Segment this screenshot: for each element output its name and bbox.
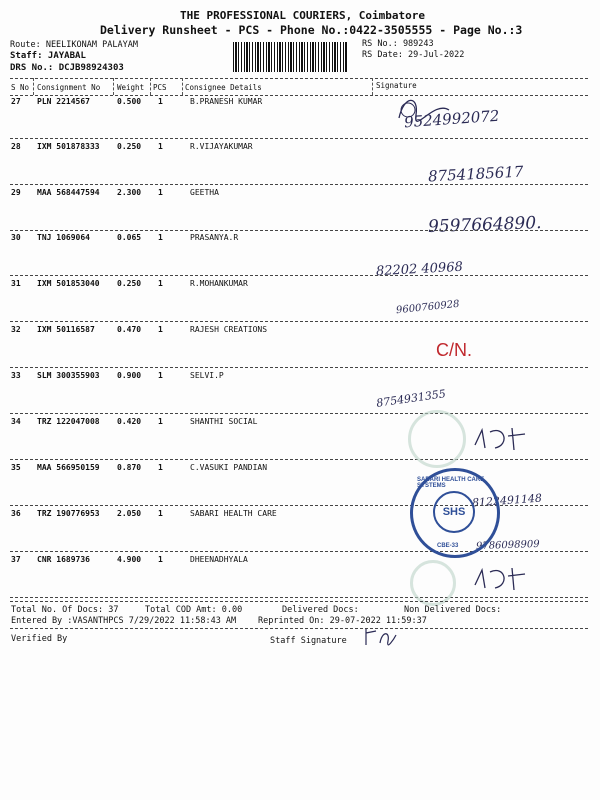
row-weight: 0.250 (117, 279, 142, 288)
row-signature: 8754931355 (375, 387, 447, 410)
row-weight: 0.500 (117, 97, 142, 106)
row-weight: 2.050 (117, 509, 142, 518)
row-sno: 32 (11, 325, 21, 334)
row-weight: 0.470 (117, 325, 142, 334)
row-consignment: TRZ 122047008 (37, 417, 100, 426)
table-header-rule (10, 95, 588, 96)
row-rule (10, 367, 588, 368)
row-weight: 0.420 (117, 417, 142, 426)
row-weight: 0.065 (117, 233, 142, 242)
row-signature: 9597664890. (427, 213, 542, 237)
row-consignment: IXM 501853040 (37, 279, 100, 288)
drs-number: DRS No.: DCJB98924303 (10, 63, 124, 73)
row-sno: 27 (11, 97, 21, 106)
row-pcs: 1 (158, 97, 163, 106)
row-consignee: GEETHA (190, 188, 219, 197)
barcode (233, 42, 348, 72)
row-sno: 33 (11, 371, 21, 380)
col-signature: Signature (376, 81, 417, 90)
row-pcs: 1 (158, 371, 163, 380)
staff-signature-label: Staff Signature (270, 636, 347, 646)
company-stamp (410, 468, 500, 558)
col-divider (372, 78, 373, 95)
row-consignee: PRASANYA.R (190, 233, 239, 242)
col-weight: Weight (117, 83, 145, 92)
row-pcs: 1 (158, 233, 163, 242)
delivered-docs: Delivered Docs: (282, 605, 359, 615)
row-signature: 8754185617 (427, 162, 524, 186)
row-rule (10, 138, 588, 139)
col-divider (182, 78, 183, 95)
row-pcs: 1 (158, 463, 163, 472)
row-rule (10, 551, 588, 552)
row-signature: 9786098909 (475, 538, 540, 553)
row-rule (10, 459, 588, 460)
stamp-ring-text: SABARI HEALTH CARE SYSTEMS (417, 477, 485, 489)
col-divider (150, 78, 151, 95)
row-weight: 0.900 (117, 371, 142, 380)
col-consignment: Consignment No (37, 83, 101, 92)
row-sno: 35 (11, 463, 21, 472)
faint-stamp (408, 410, 466, 468)
signature-mark (394, 90, 454, 130)
row-consignee: RAJESH CREATIONS (190, 325, 268, 334)
row-rule (10, 413, 588, 414)
row-signature: C/N. (436, 340, 472, 360)
row-rule (10, 597, 588, 598)
row-signature: 8122491148 (471, 491, 543, 510)
row-pcs: 1 (158, 279, 163, 288)
row-signature: 9524992072 (403, 106, 500, 132)
row-rule (10, 275, 588, 276)
row-pcs: 1 (158, 325, 163, 334)
row-consignee: C.VASUKI PANDIAN (190, 463, 268, 472)
row-consignment: CNR 1689736 (37, 555, 90, 564)
row-consignee: R.VIJAYAKUMAR (190, 142, 253, 151)
row-sno: 30 (11, 233, 21, 242)
row-sno: 29 (11, 188, 21, 197)
stamp-ring-bottom: CBE-33 (437, 543, 459, 549)
row-consignee: SHANTHI SOCIAL (190, 417, 258, 426)
row-consignee: B.PRANESH KUMAR (190, 97, 263, 106)
signature-mark (470, 560, 530, 596)
row-consignment: TNJ 1069064 (37, 233, 90, 242)
row-pcs: 1 (158, 509, 163, 518)
col-pcs: PCS (153, 83, 167, 92)
row-consignment: PLN 2214567 (37, 97, 90, 106)
footer-rule (10, 601, 588, 602)
faint-stamp (410, 560, 456, 606)
row-consignment: MAA 566950159 (37, 463, 100, 472)
col-divider (113, 78, 114, 95)
row-consignee: R.MOHANKUMAR (190, 279, 248, 288)
reprinted-on: Reprinted On: 29-07-2022 11:59:37 (258, 616, 427, 626)
total-cod: Total COD Amt: 0.00 (145, 605, 243, 615)
stamp-center: SHS (433, 491, 475, 533)
row-consignee: SELVI.P (190, 371, 224, 380)
row-consignment: SLM 300355903 (37, 371, 100, 380)
col-divider (33, 78, 34, 95)
row-rule (10, 230, 588, 231)
row-consignment: IXM 50116587 (37, 325, 95, 334)
row-rule (10, 321, 588, 322)
row-weight: 0.870 (117, 463, 142, 472)
row-sno: 28 (11, 142, 21, 151)
row-weight: 0.250 (117, 142, 142, 151)
row-rule (10, 184, 588, 185)
row-rule (10, 505, 588, 506)
entered-by: Entered By :VASANTHPCS 7/29/2022 11:58:43 AM (11, 616, 237, 626)
row-pcs: 1 (158, 142, 163, 151)
rs-date: RS Date: 29-Jul-2022 (362, 50, 465, 60)
row-sno: 37 (11, 555, 21, 564)
total-docs: Total No. Of Docs: 37 (11, 605, 119, 615)
signature-mark (470, 420, 530, 456)
row-sno: 34 (11, 417, 21, 426)
col-sno: S No (11, 83, 30, 92)
row-pcs: 1 (158, 188, 163, 197)
row-consignment: MAA 568447594 (37, 188, 100, 197)
row-pcs: 1 (158, 417, 163, 426)
footer-rule-2 (10, 628, 588, 629)
row-weight: 4.900 (117, 555, 142, 564)
rs-number: RS No.: 989243 (362, 39, 434, 49)
document-title: THE PROFESSIONAL COURIERS, Coimbatore (180, 9, 426, 22)
staff-label: Staff: JAYABAL (10, 51, 86, 61)
row-sno: 31 (11, 279, 21, 288)
row-consignee: SABARI HEALTH CARE (190, 509, 277, 518)
row-sno: 36 (11, 509, 21, 518)
row-consignment: TRZ 190776953 (37, 509, 100, 518)
row-pcs: 1 (158, 555, 163, 564)
row-weight: 2.300 (117, 188, 142, 197)
row-signature: 9600760928 (395, 298, 461, 317)
row-consignee: DHEENADHYALA (190, 555, 248, 564)
row-consignment: IXM 501878333 (37, 142, 100, 151)
non-delivered-docs: Non Delivered Docs: (404, 605, 502, 615)
table-top-rule (10, 78, 588, 79)
verified-by: Verified By (11, 634, 68, 644)
document-subtitle: Delivery Runsheet - PCS - Phone No.:0422-3505555 - Page No.:3 (100, 23, 523, 37)
col-consignee: Consignee Details (185, 83, 262, 92)
route-label: Route: NEELIKONAM PALAYAM (10, 40, 138, 50)
row-signature: 82202 40968 (375, 259, 464, 280)
